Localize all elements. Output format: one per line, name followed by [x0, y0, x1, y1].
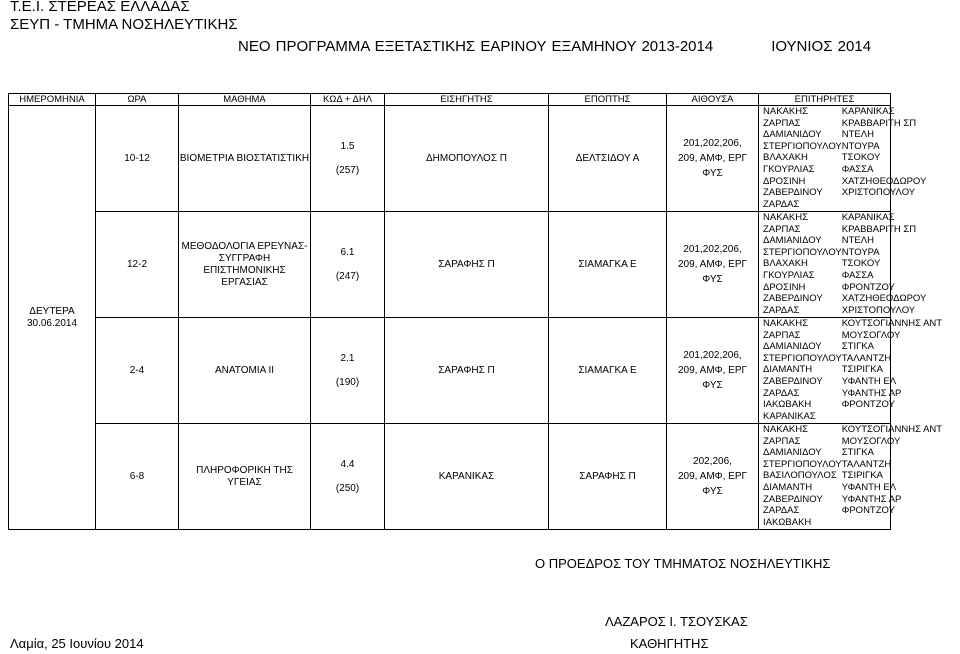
invigilator: ΣΤΕΡΓΙΟΠΟΥΛΟΥ	[763, 140, 842, 152]
invigilator: ΓΚΟΥΡΛΙΑΣ	[763, 269, 815, 281]
invigilator: ΝΑΚΑΚΗΣ	[763, 212, 808, 223]
invigilator: ΚΟΥΤΣΟΓΙΑΝΝΗΣ ΑΝΤ	[841, 424, 943, 435]
enrolled-count: (247)	[335, 270, 360, 282]
col-header-supervisor: ΕΠΟΠΤΗΣ	[549, 94, 667, 106]
invigilator: ΦΑΣΣΑ	[841, 163, 874, 175]
invigilator: ΤΣΙΡΙΓΚΑ	[841, 470, 883, 482]
invigilator: ΣΤΕΡΓΙΟΠΟΥΛΟΥ	[763, 246, 842, 258]
chair-title: Ο ΠΡΟΕΔΡΟΣ ΤΟΥ ΤΜΗΜΑΤΟΣ ΝΟΣΗΛΕΥΤΙΚΗΣ	[535, 556, 831, 571]
schedule-title-month: ΙΟΥΝΙΟΣ 2014	[771, 38, 872, 55]
room-line: 209, ΑΜΦ, ΕΡΓ ΦΥΣ	[677, 153, 748, 179]
invigilator: ΤΑΛΑΝΤΖΗ	[841, 458, 892, 470]
invigilators-col	[763, 318, 842, 422]
invigilator: ΥΦΑΝΤΗ ΕΛ	[841, 375, 897, 387]
invigilator: ΝΤΕΛΗ	[841, 235, 874, 247]
invigilators-cell	[759, 424, 943, 530]
time-cell: 2-4	[96, 318, 179, 424]
instructor-cell: ΚΑΡΑΝΙΚΑΣ	[385, 424, 549, 530]
invigilator: ΧΑΤΖΗΘΕΟΔΩΡΟΥ	[841, 293, 927, 305]
invigilator: ΓΚΟΥΡΛΙΑΣ	[763, 163, 815, 175]
invigilator: ΝΑΚΑΚΗΣ	[763, 424, 808, 435]
invigilator: ΦΡΟΝΤΖΟΥ	[841, 399, 895, 411]
invigilator: ΖΑΒΕΡΔΙΝΟΥ	[763, 187, 823, 199]
supervisor-cell: ΣΑΡΑΦΗΣ Π	[549, 424, 667, 530]
invigilator: ΔΡΟΣΙΝΗ	[763, 175, 806, 187]
chair-name: ΛΑΖΑΡΟΣ Ι. ΤΣΟΥΣΚΑΣ	[605, 614, 748, 629]
invigilator: ΦΑΣΣΑ	[841, 269, 874, 281]
invigilator: ΖΑΡΠΑΣ	[763, 117, 801, 129]
exam-schedule-table	[8, 93, 943, 530]
invigilator: ΦΡΟΝΤΖΟΥ	[841, 281, 895, 293]
invigilators-cell	[759, 212, 927, 318]
invigilator: ΥΦΑΝΤΗΣ ΑΡ	[841, 387, 902, 399]
col-header-time: ΩΡΑ	[96, 94, 179, 106]
invigilators-cell	[759, 106, 927, 212]
invigilator: ΣΤΙΓΚΑ	[841, 447, 874, 459]
enrolled-count: (257)	[335, 164, 360, 176]
chair-role: ΚΑΘΗΓΗΤΗΣ	[630, 636, 709, 651]
invigilator: ΖΑΡΔΑΣ	[763, 505, 800, 517]
invigilators-col	[842, 318, 942, 422]
invigilator: ΧΡΙΣΤΟΠΟΥΛΟΥ	[841, 187, 916, 199]
invigilators-col	[763, 212, 842, 316]
code-cell	[311, 318, 385, 424]
room-line: 201,202,206,	[683, 244, 742, 255]
invigilator: ΥΦΑΝΤΗ ΕΛ	[841, 481, 897, 493]
schedule-title-main: ΝΕΟ ΠΡΟΓΡΑΜΜΑ ΕΞΕΤΑΣΤΙΚΗΣ ΕΑΡΙΝΟΥ ΕΞΑΜΗΝΟΥ 2013-2014	[238, 38, 714, 55]
invigilator: ΖΑΡΔΑΣ	[763, 198, 800, 210]
invigilator: ΤΣΟΚΟΥ	[841, 152, 881, 164]
institution-title: Τ.Ε.Ι. ΣΤΕΡΕΑΣ ΕΛΛΑΔΑΣ	[10, 0, 190, 15]
invigilator: ΒΛΑΧΑΚΗ	[763, 258, 808, 270]
invigilator: ΝΤΟΥΡΑ	[841, 140, 880, 152]
room-cell	[667, 106, 759, 212]
col-header-invigilators: ΕΠΙΤΗΡΗΤΕΣ	[759, 94, 891, 106]
invigilator: ΖΑΒΕΡΔΙΝΟΥ	[763, 493, 823, 505]
invigilator: ΖΑΡΔΑΣ	[763, 387, 800, 399]
invigilator: ΔΑΜΙΑΝΙΔΟΥ	[763, 129, 822, 141]
invigilator: ΒΛΑΧΑΚΗ	[763, 152, 808, 164]
course-line: ΜΕΘΟΔΟΛΟΓΙΑ ΕΡΕΥΝΑΣ-	[181, 240, 308, 252]
col-header-room: ΑΙΘΟΥΣΑ	[667, 94, 759, 106]
invigilator	[842, 517, 942, 529]
room-line: 209, ΑΜΦ, ΕΡΓ ΦΥΣ	[677, 471, 748, 497]
invigilator: ΖΑΡΠΑΣ	[763, 329, 801, 341]
course-cell: ΠΛΗΡΟΦΟΡΙΚΗ ΤΗΣ ΥΓΕΙΑΣ	[179, 424, 311, 530]
invigilator: ΚΑΡΑΝΙΚΑΣ	[841, 212, 895, 223]
course-cell	[179, 212, 311, 318]
col-header-code: ΚΩΔ + ΔΗΛ	[311, 94, 385, 106]
course-line: ΕΡΓΑΣΙΑΣ	[221, 276, 268, 288]
time-cell: 6-8	[96, 424, 179, 530]
invigilator: ΔΙΑΜΑΝΤΗ	[763, 364, 813, 376]
col-header-course: ΜΑΘΗΜΑ	[179, 94, 311, 106]
supervisor-cell: ΣΙΑΜΑΓΚΑ Ε	[549, 318, 667, 424]
invigilator: ΖΑΒΕΡΔΙΝΟΥ	[763, 375, 823, 387]
code-cell	[311, 424, 385, 530]
course-cell: ΒΙΟΜΕΤΡΙΑ ΒΙΟΣΤΑΤΙΣΤΙΚΗ	[179, 106, 311, 212]
code-cell	[311, 212, 385, 318]
enrolled-count: (250)	[335, 482, 360, 494]
invigilator: ΔΑΜΙΑΝΙΔΟΥ	[763, 447, 822, 459]
room-line: 202,206,	[693, 456, 732, 467]
table-row	[9, 318, 891, 424]
supervisor-cell: ΣΙΑΜΑΓΚΑ Ε	[549, 212, 667, 318]
invigilator: ΜΟΥΣΟΓΛΟΥ	[841, 329, 901, 341]
invigilator: ΧΑΤΖΗΘΕΟΔΩΡΟΥ	[841, 175, 927, 187]
course-code: 6.1	[340, 246, 355, 258]
invigilator: ΚΡΑΒΒΑΡΙΤΗ ΣΠ	[841, 117, 917, 129]
room-cell	[667, 212, 759, 318]
course-code: 4.4	[340, 458, 355, 470]
table-row	[9, 212, 891, 318]
time-cell: 10-12	[96, 106, 179, 212]
room-line: 209, ΑΜΦ, ΕΡΓ ΦΥΣ	[677, 259, 748, 285]
instructor-cell: ΣΑΡΑΦΗΣ Π	[385, 318, 549, 424]
date-cell	[9, 106, 96, 530]
invigilator: ΤΣΟΚΟΥ	[841, 258, 881, 270]
department-title: ΣΕΥΠ - ΤΜΗΜΑ ΝΟΣΗΛΕΥΤΙΚΗΣ	[10, 16, 238, 33]
invigilator: ΔΙΑΜΑΝΤΗ	[763, 481, 813, 493]
invigilator: ΝΤΟΥΡΑ	[841, 246, 880, 258]
invigilator: ΔΑΜΙΑΝΙΔΟΥ	[763, 341, 822, 353]
invigilator: ΝΤΕΛΗ	[841, 129, 874, 141]
invigilators-col	[842, 424, 942, 528]
course-code: 2.1	[340, 352, 355, 364]
invigilators-col	[842, 212, 927, 316]
invigilator: ΝΑΚΑΚΗΣ	[763, 106, 808, 117]
room-line: 209, ΑΜΦ, ΕΡΓ ΦΥΣ	[677, 365, 748, 391]
invigilators-col	[763, 106, 842, 210]
instructor-cell: ΔΗΜΟΠΟΥΛΟΣ Π	[385, 106, 549, 212]
room-cell	[667, 424, 759, 530]
date-label: 30.06.2014	[26, 317, 78, 329]
invigilators-col	[763, 424, 842, 528]
schedule-title	[238, 38, 871, 56]
invigilator: ΙΑΚΩΒΑΚΗ	[763, 399, 812, 411]
invigilator: ΖΑΡΠΑΣ	[763, 223, 801, 235]
table-row	[9, 424, 891, 530]
invigilator	[842, 411, 942, 423]
time-cell: 12-2	[96, 212, 179, 318]
invigilator: ΔΡΟΣΙΝΗ	[763, 281, 806, 293]
invigilator: ΒΑΣΙΛΟΠΟΥΛΟΣ	[763, 470, 837, 482]
invigilator: ΚΑΡΑΝΙΚΑΣ	[763, 410, 816, 422]
invigilator	[842, 199, 927, 211]
invigilator: ΖΑΡΔΑΣ	[763, 304, 800, 316]
invigilator: ΥΦΑΝΤΗΣ ΑΡ	[841, 493, 902, 505]
room-cell	[667, 318, 759, 424]
table-row	[9, 106, 891, 212]
enrolled-count: (190)	[335, 376, 360, 388]
code-cell	[311, 106, 385, 212]
invigilators-col	[842, 106, 927, 210]
invigilator: ΚΑΡΑΝΙΚΑΣ	[841, 106, 895, 117]
invigilator: ΦΡΟΝΤΖΟΥ	[841, 505, 895, 517]
header-row	[9, 94, 891, 106]
invigilator: ΧΡΙΣΤΟΠΟΥΛΟΥ	[841, 304, 916, 316]
place-date: Λαμία, 25 Ιουνίου 2014	[10, 636, 144, 651]
room-line: 201,202,206,	[683, 350, 742, 361]
invigilator: ΤΑΛΑΝΤΖΗ	[841, 352, 892, 364]
invigilator: ΝΑΚΑΚΗΣ	[763, 318, 808, 329]
supervisor-cell: ΔΕΛΤΣΙΔΟΥ Α	[549, 106, 667, 212]
invigilator: ΣΤΕΡΓΙΟΠΟΥΛΟΥ	[763, 458, 842, 470]
invigilator: ΤΣΙΡΙΓΚΑ	[841, 364, 883, 376]
course-line: ΣΥΓΓΡΑΦΗ ΕΠΙΣΤΗΜΟΝΙΚΗΣ	[203, 252, 286, 276]
course-cell: ΑΝΑΤΟΜΙΑ ΙΙ	[179, 318, 311, 424]
invigilator: ΜΟΥΣΟΓΛΟΥ	[841, 435, 901, 447]
instructor-cell: ΣΑΡΑΦΗΣ Π	[385, 212, 549, 318]
invigilator: ΙΑΚΩΒΑΚΗ	[763, 516, 812, 528]
invigilator: ΖΑΡΠΑΣ	[763, 435, 801, 447]
room-line: 201,202,206,	[683, 138, 742, 149]
col-header-instructor: ΕΙΣΗΓΗΤΗΣ	[385, 94, 549, 106]
col-header-date: ΗΜΕΡΟΜΗΝΙΑ	[9, 94, 96, 106]
invigilator: ΣΤΙΓΚΑ	[841, 341, 874, 353]
invigilator: ΣΤΕΡΓΙΟΠΟΥΛΟΥ	[763, 352, 842, 364]
day-label: ΔΕΥΤΕΡΑ	[29, 305, 75, 317]
invigilator: ΖΑΒΕΡΔΙΝΟΥ	[763, 293, 823, 305]
invigilators-cell	[759, 318, 943, 424]
invigilator: ΚΡΑΒΒΑΡΙΤΗ ΣΠ	[841, 223, 917, 235]
course-code: 1.5	[340, 140, 355, 152]
invigilator: ΚΟΥΤΣΟΓΙΑΝΝΗΣ ΑΝΤ	[841, 318, 943, 329]
invigilator: ΔΑΜΙΑΝΙΔΟΥ	[763, 235, 822, 247]
